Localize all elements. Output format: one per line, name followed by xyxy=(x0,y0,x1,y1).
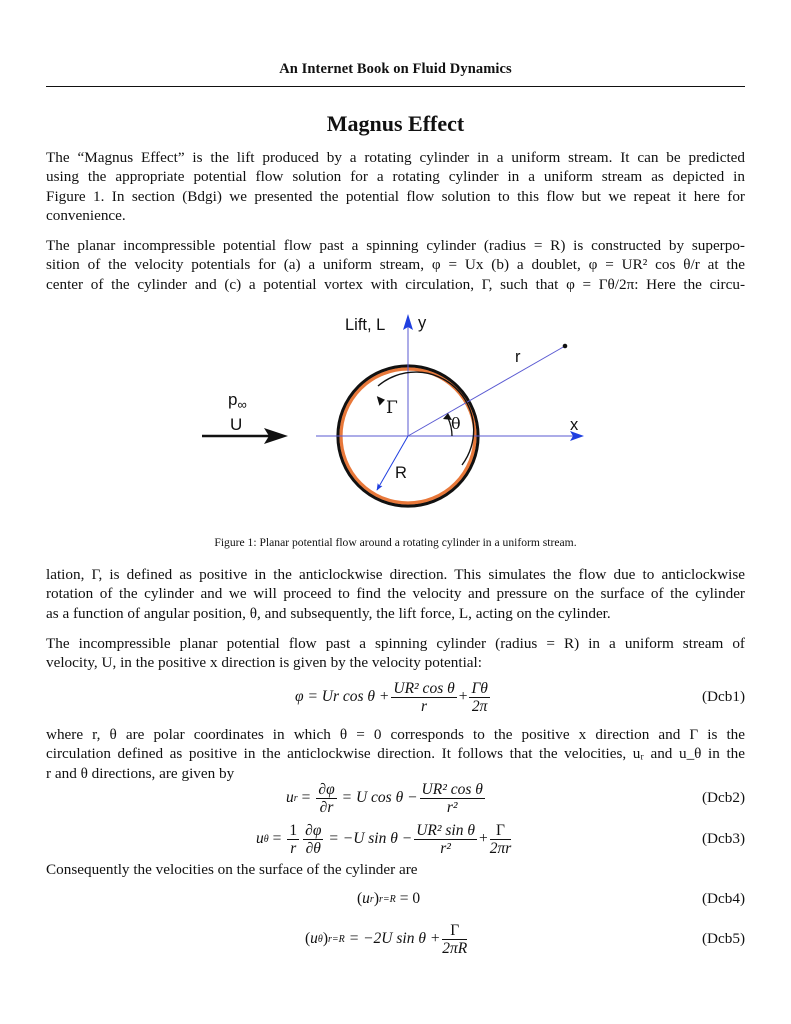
field-point-dot xyxy=(563,344,568,349)
equation-number-dcb2: (Dcb2) xyxy=(701,789,745,806)
eq-term: φ = Ur cos θ + xyxy=(295,688,390,705)
text-line: lation, Γ, is defined as positive in the anticlockwise direction. This simulates the flow due to anticlockwise xyxy=(46,566,745,583)
eq-term: = xyxy=(301,789,311,806)
denominator: r xyxy=(421,697,428,715)
text-line: Figure 1. In section (Bdgi) we presented the potential flow solution to this flow but we repeat it here for xyxy=(46,187,745,205)
equation-number-dcb4: (Dcb4) xyxy=(701,890,745,907)
denominator: r² xyxy=(446,798,458,816)
lift-label: Lift, L xyxy=(345,316,386,334)
text-line: using the appropriate potential flow solution for a rotating cylinder in a uniform stream as depicted in xyxy=(46,168,745,186)
subscript: r=R xyxy=(379,893,396,905)
subscript: r xyxy=(369,893,374,905)
equation-dcb3 xyxy=(256,818,513,860)
numerator: 1 xyxy=(289,821,298,839)
theta-label: θ xyxy=(451,414,461,433)
running-header: An Internet Book on Fluid Dynamics xyxy=(279,61,512,77)
gamma-label: Γ xyxy=(386,398,398,418)
text-line: The “Magnus Effect” is the lift produced by a rotating cylinder in a uniform stream. It can be predicted xyxy=(46,149,745,166)
paragraph-velocity-potential xyxy=(46,634,745,673)
text-line: The incompressible planar potential flow past a spinning cylinder (radius = R) in a uniform stream of xyxy=(46,635,745,652)
y-axis-label: y xyxy=(418,314,427,332)
header-rule xyxy=(46,86,745,87)
R-label: R xyxy=(395,464,407,482)
page-title: Magnus Effect xyxy=(326,111,465,136)
numerator: UR² cos θ xyxy=(421,780,483,798)
equation-dcb5: ( u θ ) r=R = −2U sin θ + $\frac{\Gamma}{2\pi R}$ xyxy=(305,921,468,957)
text-line: as a function of angular position, θ, and subsequently, the lift force, L, acting on the cylinder. xyxy=(46,604,611,622)
fraction xyxy=(490,822,512,857)
text-line: rotation of the cylinder and we will proceed to find the velocity and pressure on the surface of the cylinder xyxy=(46,585,745,603)
numerator: Γθ xyxy=(471,679,488,697)
equation-number-dcb1: (Dcb1) xyxy=(701,688,745,705)
eq-term: u xyxy=(286,789,294,806)
equation-number-dcb3: (Dcb3) xyxy=(701,830,745,847)
text-line: Consequently the velocities on the surface of the cylinder are xyxy=(46,861,418,878)
subscript: r xyxy=(293,792,298,804)
r-label: r xyxy=(515,348,521,366)
U-label: U xyxy=(230,415,243,434)
eq-term: + xyxy=(478,830,488,847)
fraction xyxy=(391,680,456,715)
subscript: θ xyxy=(263,833,269,845)
fraction xyxy=(442,922,467,957)
eq-term: = U cos θ − xyxy=(341,789,418,806)
denominator: 2πR xyxy=(442,939,468,957)
eq-term: = 0 xyxy=(399,890,421,907)
eq-term: u xyxy=(310,930,318,947)
subscript: θ xyxy=(317,933,323,945)
numerator: Γ xyxy=(490,822,512,840)
fraction xyxy=(303,822,323,857)
denominator: r xyxy=(290,839,297,857)
denominator: 2πr xyxy=(489,839,512,857)
figure-caption: Figure 1: Planar potential flow around a rotating cylinder in a uniform stream. xyxy=(214,536,577,549)
text-line: circulation defined as positive in the anticlockwise direction. It follows that the velocities, uᵣ and u_θ in the xyxy=(46,745,745,763)
text-line: velocity, U, in the positive x direction is given by the velocity potential: xyxy=(46,654,482,672)
eq-term: u xyxy=(256,830,264,847)
equation-dcb1 xyxy=(295,676,492,718)
figure-rotating-cylinder xyxy=(190,300,610,515)
subscript: r=R xyxy=(328,933,345,945)
text-line: r and θ directions, are given by xyxy=(46,764,235,782)
text-line: sition of the velocity potentials for (a) a uniform stream, φ = Ux (b) a doublet, φ = UR² cos θ/r at the xyxy=(46,256,745,274)
fraction xyxy=(420,781,485,816)
paragraph-construction xyxy=(46,236,745,294)
x-axis-label: x xyxy=(570,416,579,434)
eq-term: + xyxy=(458,688,468,705)
fraction xyxy=(414,822,477,857)
numerator: ∂φ xyxy=(305,821,322,839)
denominator: ∂r xyxy=(319,798,334,816)
text-line: convenience. xyxy=(46,206,126,224)
denominator: r² xyxy=(440,839,451,857)
denominator: 2π xyxy=(471,697,488,715)
eq-term: u xyxy=(362,890,370,907)
eq-term: = −2U sin θ + xyxy=(348,930,441,947)
equation-dcb4: ( u r ) r=R = 0 xyxy=(357,890,421,907)
paragraph-surface-velocities xyxy=(46,860,745,879)
numerator: UR² sin θ xyxy=(416,821,475,839)
paragraph-polar-coordinates xyxy=(46,725,745,783)
equation-dcb2 xyxy=(286,778,487,818)
paragraph-intro xyxy=(46,148,745,225)
p-infinity-label: $p_\infty$ xyxy=(228,390,247,412)
fraction xyxy=(469,680,489,715)
text-line: The planar incompressible potential flow past a spinning cylinder (radius = R) is constructed by superpo- xyxy=(46,237,745,254)
denominator: ∂θ xyxy=(305,839,321,857)
numerator: Γ xyxy=(442,922,467,940)
fraction xyxy=(287,822,299,857)
text-line: where r, θ are polar coordinates in which θ = 0 corresponds to the positive x direction and Γ is the xyxy=(46,726,745,743)
paragraph-circulation xyxy=(46,565,745,623)
text-line: center of the cylinder and (c) a potential vortex with circulation, Γ, such that φ = Γθ/2π: Here the circu- xyxy=(46,275,745,293)
numerator: ∂φ xyxy=(318,780,335,798)
fraction xyxy=(316,781,336,816)
eq-term: = xyxy=(272,830,282,847)
numerator: UR² cos θ xyxy=(393,679,455,697)
eq-term: = −U sin θ − xyxy=(328,830,413,847)
equation-number-dcb5: (Dcb5) xyxy=(701,930,745,947)
